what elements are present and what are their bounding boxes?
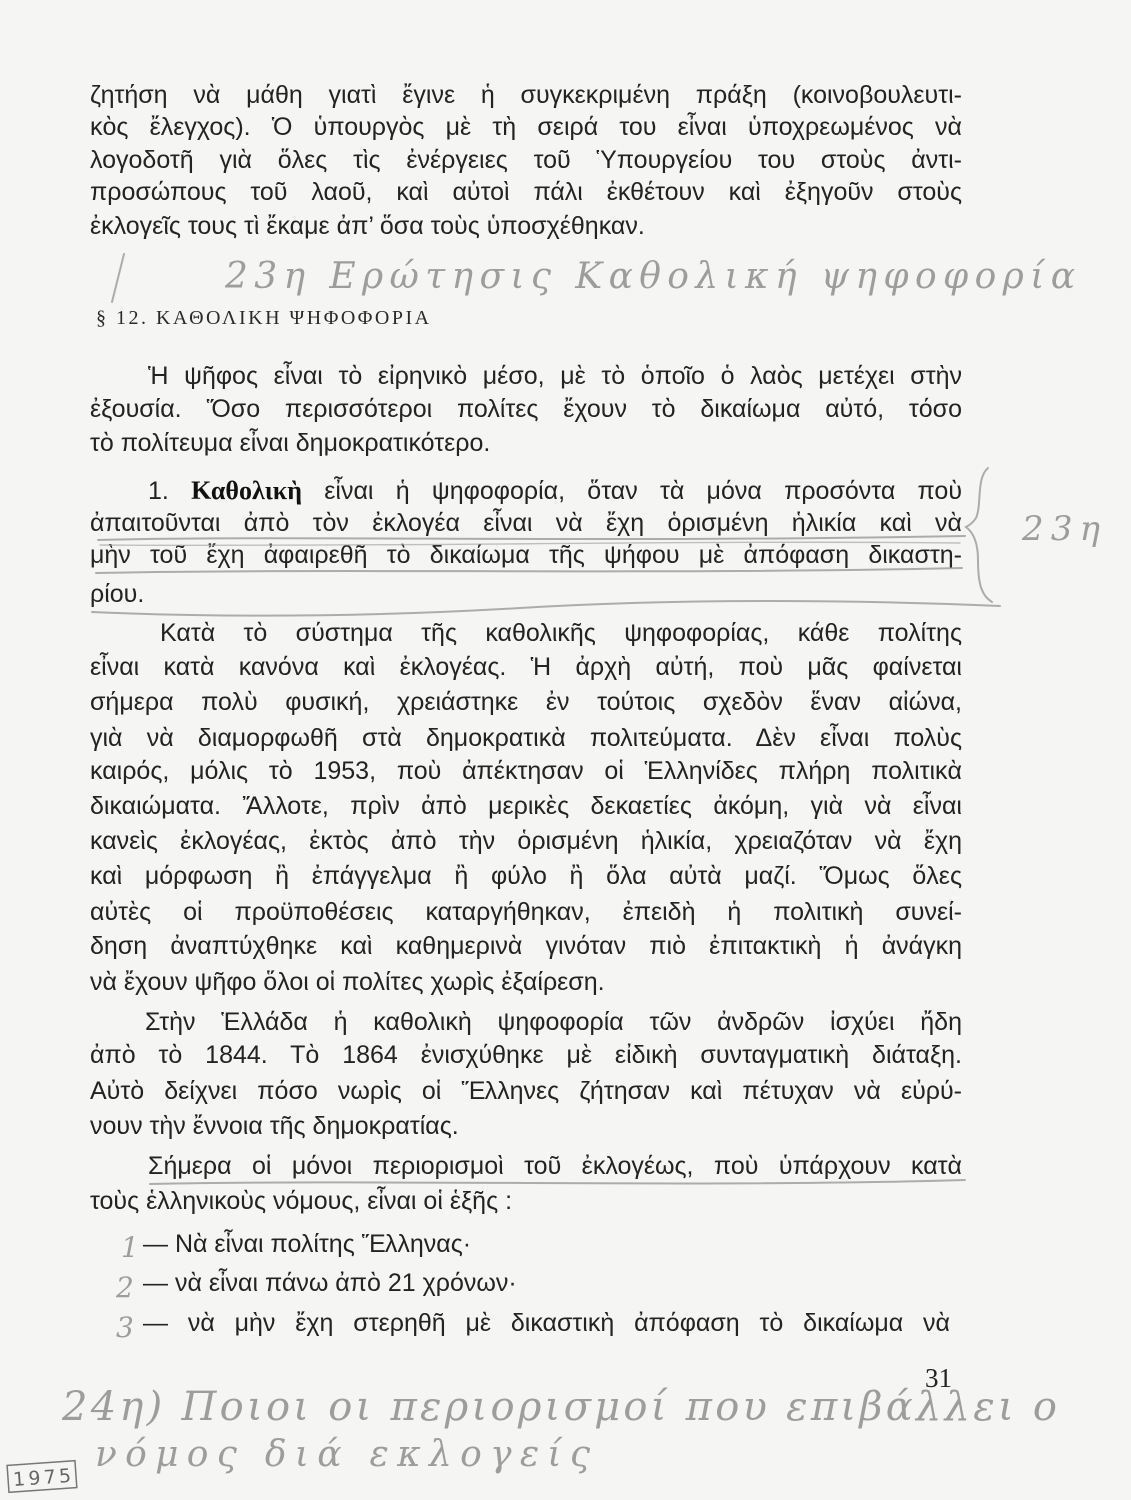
intro-line-1: Ἡ ψῆφος εἶναι τὸ εἰρηνικὸ μέσο, μὲ τὸ ὁποῖο ὁ λαὸς μετέχει στὴν bbox=[148, 362, 962, 390]
continuation-line-1: ζητήση νὰ μάθη γιατὶ ἔγινε ἡ συγκεκριμένη πράξη (κοινοβουλευτι- bbox=[90, 81, 962, 109]
section-heading: § 12. ΚΑΘΟΛΙΚΗ ΨΗΦΟΦΟΡΙΑ bbox=[96, 307, 432, 329]
year-stamp-text: 1975 bbox=[12, 1465, 72, 1491]
history-line-11: νὰ ἔχουν ψῆφο ὅλοι οἱ πολίτες χωρὶς ἐξαίρεση. bbox=[90, 968, 605, 996]
history-line-2: εἶναι κατὰ κανόνα καὶ ἐκλογέας. Ἡ ἀρχὴ αὐτή, ποὺ μᾶς φαίνεται bbox=[90, 653, 962, 681]
margin-brace bbox=[966, 468, 992, 602]
intro-line-3: τὸ πολίτευμα εἶναι δημοκρατικότερο. bbox=[90, 429, 491, 457]
history-line-4: γιὰ νὰ διαμορφωθῆ στὰ δημοκρατικὰ πολιτεύματα. Δὲν εἶναι πολὺς bbox=[90, 724, 962, 752]
restriction-item-2: — νὰ εἶναι πάνω ἀπὸ 21 χρόνων· bbox=[143, 1269, 517, 1297]
year-stamp bbox=[7, 1461, 77, 1493]
handwritten-top-note: 23η Ερώτησις Καθολική ψηφοφορία bbox=[225, 256, 1075, 297]
greece-line-4: νουν τὴν ἔννοια τῆς δημοκρατίας. bbox=[90, 1112, 459, 1140]
definition-number: 1. bbox=[148, 477, 169, 505]
page-number: 31 bbox=[925, 1363, 952, 1393]
history-line-3: σήμερα πολὺ φυσική, χρειάστηκε ἐν τούτοις σχεδὸν ἕναν αἰώνα, bbox=[90, 688, 962, 716]
definition-line-1-rest: εἶναι ἡ ψηφοφορία, ὅταν τὰ μόνα προσόντα ποὺ bbox=[324, 477, 963, 505]
continuation-line-5: ἐκλογεῖς τους τὶ ἔκαμε ἀπ’ ὅσα τοὺς ὑποσχέθηκαν. bbox=[90, 212, 645, 240]
restriction-item-1: — Νὰ εἶναι πολίτης Ἕλληνας· bbox=[143, 1230, 472, 1258]
greece-line-3: Αὐτὸ δείχνει πόσο νωρὶς οἱ Ἕλληνες ζήτησαν καὶ πέτυχαν νὰ εὐρύ- bbox=[90, 1077, 962, 1105]
handwritten-slash-mark bbox=[112, 254, 124, 302]
handwritten-item-number-1: 1 bbox=[121, 1231, 139, 1264]
handwritten-item-number-3: 3 bbox=[116, 1311, 134, 1344]
restriction-item-3: — νὰ μὴν ἔχη στερηθῆ μὲ δικαστικὴ ἀπόφαση τὸ δικαίωμα νὰ bbox=[143, 1309, 950, 1337]
handwritten-margin-note: 23η bbox=[1022, 509, 1100, 549]
history-line-8: καὶ μόρφωση ἢ ἐπάγγελμα ἢ φύλο ἢ ὅλα αὐτὰ μαζί. Ὅμως ὅλες bbox=[90, 862, 962, 890]
continuation-line-4: προσώπους τοῦ λαοῦ, καὶ αὐτοὶ πάλι ἐκθέτουν καὶ ἐξηγοῦν στοὺς bbox=[90, 178, 962, 206]
continuation-line-2: κὸς ἔλεγχος). Ὁ ὑπουργὸς μὲ τὴ σειρά του εἶναι ὑποχρεωμένος νὰ bbox=[90, 113, 962, 141]
definition-line-3: μὴν τοῦ ἔχη ἀφαιρεθῆ τὸ δικαίωμα τῆς ψήφου μὲ ἀπόφαση δικαστη- bbox=[90, 541, 962, 569]
handwritten-item-number-2: 2 bbox=[116, 1271, 134, 1304]
intro-line-2: ἐξουσία. Ὅσο περισσότεροι πολίτες ἔχουν τὸ δικαίωμα αὐτό, τόσο bbox=[90, 395, 962, 423]
restrictions-intro-line-2: τοὺς ἑλληνικοὺς νόμους, εἶναι οἱ ἑξῆς : bbox=[90, 1187, 513, 1215]
definition-line-2: ἀπαιτοῦνται ἀπὸ τὸν ἐκλογέα εἶναι νὰ ἔχη ὁρισμένη ἡλικία καὶ νὰ bbox=[90, 509, 962, 537]
greece-line-1: Στὴν Ἑλλάδα ἡ καθολικὴ ψηφοφορία τῶν ἀνδρῶν ἰσχύει ἤδη bbox=[145, 1008, 962, 1036]
handwritten-bottom-note-line-1: 24η) Ποιοι οι περιορισμοί που επιβάλλει ο bbox=[62, 1384, 1057, 1430]
history-line-9: αὐτὲς οἱ προϋποθέσεις καταργήθηκαν, ἐπειδὴ ἡ πολιτικὴ συνεί- bbox=[90, 898, 962, 926]
year-stamp-frame bbox=[7, 1461, 77, 1493]
restrictions-intro-line-1: Σήμερα οἱ μόνοι περιορισμοὶ τοῦ ἐκλογέως, ποὺ ὑπάρχουν κατὰ bbox=[148, 1152, 962, 1180]
history-line-10: δηση ἀναπτύχθηκε καὶ καθημερινὰ γινόταν πιὸ ἐπιτακτικὴ ἡ ἀνάγκη bbox=[90, 932, 962, 960]
continuation-line-3: λογοδοτῆ γιὰ ὅλες τὶς ἐνέργειες τοῦ Ὑπουργείου του στοὺς ἀντι- bbox=[90, 146, 962, 174]
definition-term: Καθολικὴ bbox=[191, 476, 302, 505]
history-line-7: κανεὶς ἐκλογέας, ἐκτὸς ἀπὸ τὴν ὁρισμένη ἡλικία, χρειαζόταν νὰ ἔχη bbox=[90, 827, 962, 855]
history-line-6: δικαιώματα. Ἄλλοτε, πρὶν ἀπὸ μερικὲς δεκαετίες ἀκόμη, γιὰ νὰ εἶναι bbox=[90, 792, 962, 820]
handwritten-bottom-note-line-2: νόμος διά εκλογείς bbox=[95, 1434, 590, 1475]
definition-line-1 bbox=[148, 475, 962, 507]
history-line-5: καιρός, μόλις τὸ 1953, ποὺ ἀπέκτησαν οἱ Ἑλληνίδες πλήρη πολιτικὰ bbox=[90, 757, 962, 785]
history-line-1: Κατὰ τὸ σύστημα τῆς καθολικῆς ψηφοφορίας, κάθε πολίτης bbox=[160, 619, 962, 647]
definition-line-4: ρίου. bbox=[90, 580, 145, 608]
greece-line-2: ἀπὸ τὸ 1844. Τὸ 1864 ἐνισχύθηκε μὲ εἰδικὴ συνταγματικὴ διάταξη. bbox=[90, 1041, 962, 1069]
